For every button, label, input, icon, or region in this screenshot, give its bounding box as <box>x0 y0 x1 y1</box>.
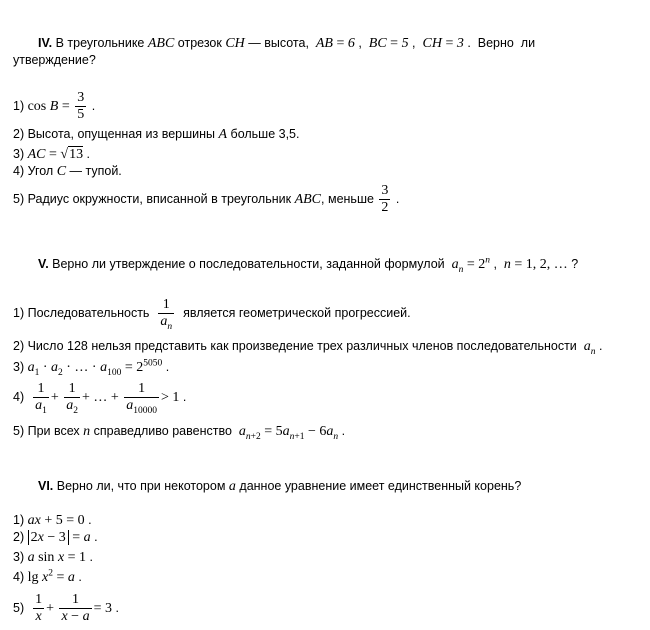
q5-item-4: 4) $\frac{1}{a_1}$ + $\frac{1}{a_2}$ + … + $\frac{1}{a_{10000}}$ > 1 . <box>13 381 187 416</box>
fraction: $\frac{1}{a_1}$ <box>35 381 47 416</box>
fraction: $\frac{1}{x - a}$ <box>61 592 90 624</box>
question-4-stem: IV. В треугольнике ABC отрезок CH — высота, AB = 6 , BC = 5 , CH = 3 . Верно ли <box>38 36 536 51</box>
q4-item-1: 1) cos B = $\frac{3}{5}$ . <box>13 90 96 122</box>
q6-item-3: 3) a sin x = 1 . <box>13 550 94 565</box>
q6-item-5: 5) $\frac{1}{x}$ + $\frac{1}{x - a}$ = 3 . <box>13 592 119 624</box>
fraction: $\frac{3}{2}$ <box>381 183 389 215</box>
fraction: $\frac{1}{a_2}$ <box>66 381 78 416</box>
question-5-number: V. <box>38 257 49 271</box>
q4-item-4: 4) Угол C — тупой. <box>13 164 122 179</box>
q4-item-5: 5) Радиус окружности, вписанной в треугольник ABC, меньше $\frac{3}{2}$ . <box>13 183 400 215</box>
question-4-stem-cont: утверждение? <box>13 53 96 67</box>
q6-item-4: 4) $\lg x^2 = a$ . <box>13 568 82 585</box>
fraction: $\frac{3}{5}$ <box>77 90 85 122</box>
q5-item-1: 1) Последовательность $\frac{1}{a_n}$ является геометрической прогрессией. <box>13 297 411 332</box>
fraction: $\frac{1}{x}$ <box>35 592 43 624</box>
question-6-stem: VI. Верно ли, что при некотором a данное уравнение имеет единственный корень? <box>38 479 522 494</box>
q5-item-5: 5) При всех n справедливо равенство $a_{n+2} = 5a_{n+1} - 6a_n$ . <box>13 424 346 442</box>
q5-item-2: 2) Число 128 нельзя представить как произведение трех различных членов последовательности $a_n$ . <box>13 339 603 357</box>
question-4-number: IV. <box>38 36 53 50</box>
q6-item-1: 1) ax + 5 = 0 . <box>13 513 92 528</box>
fraction: $\frac{1}{a_n}$ <box>160 297 173 332</box>
fraction: $\frac{1}{a_{10000}}$ <box>126 381 157 416</box>
q5-item-3: 3) $a_1 \cdot a_2$ · … · $a_{100} = 2^{5050}$ . <box>13 358 170 378</box>
q4-item-3: 3) AC = √13 . <box>13 147 91 162</box>
question-6-number: VI. <box>38 479 54 493</box>
q4-item-2: 2) Высота, опущенная из вершины A больше 3,5. <box>13 127 300 142</box>
question-5-stem: V. Верно ли утверждение о последовательности, заданной формулой $a_n = 2^n$ , n = 1, 2, … ? <box>38 255 579 275</box>
q6-item-2: 2) 2x − 3 = a . <box>13 530 98 545</box>
